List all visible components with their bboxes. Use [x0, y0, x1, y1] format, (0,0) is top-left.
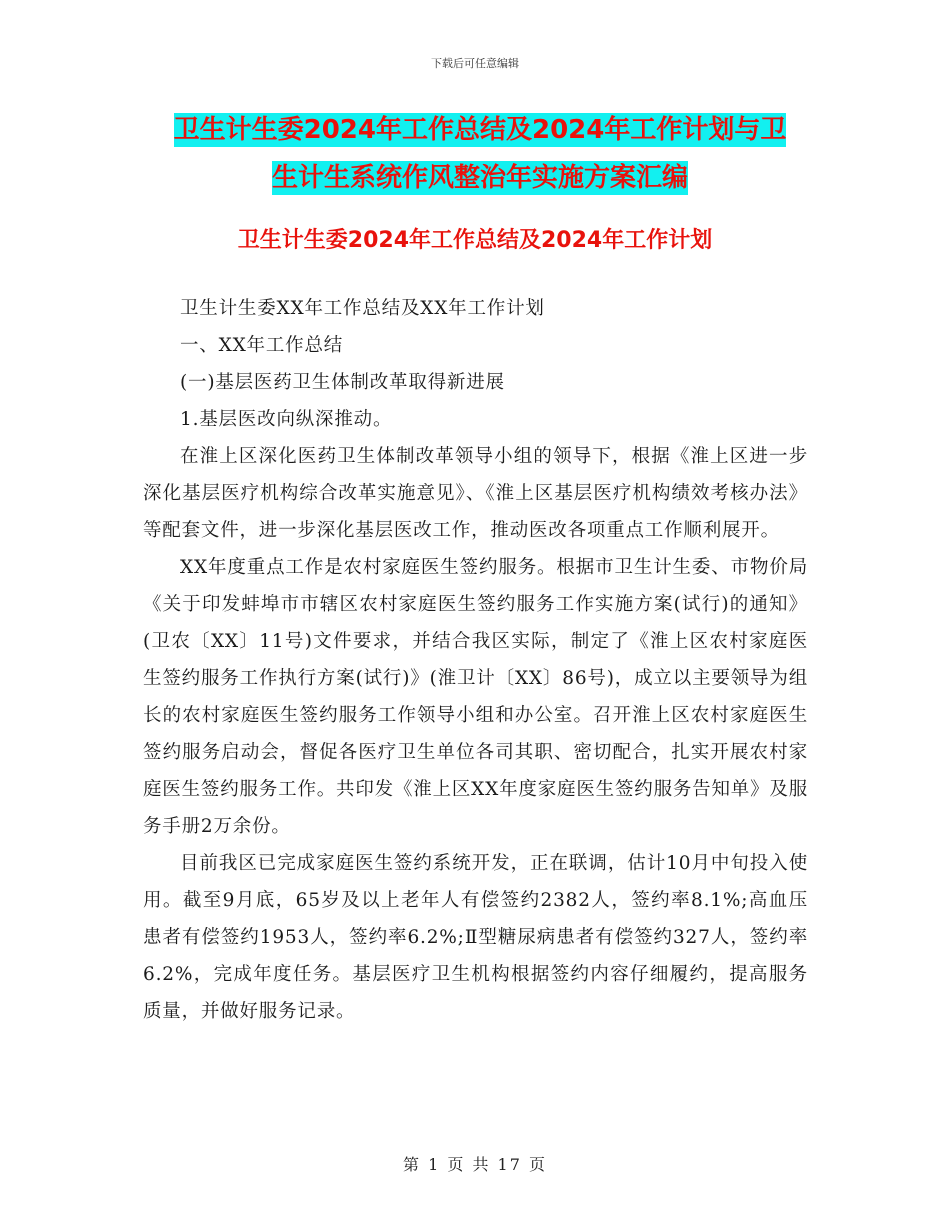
section-title: 卫生计生委2024年工作总结及2024年工作计划 — [237, 228, 713, 253]
paragraph: 目前我区已完成家庭医生签约系统开发，正在联调，估计10月中旬投入使用。截至9月底，65岁及以上老年人有偿签约2382人，签约率8.1%;高血压患者有偿签约1953人，签约率6.2%;Ⅱ型糖尿病患者有偿签约327人，签约率6.2%，完成年度任务。基层医疗卫生机构根据签约内容仔细履约，提高服务质量，并做好服务记录。 — [143, 853, 808, 1022]
main-title-line1: 卫生计生委2024年工作总结及2024年工作计划与卫 — [173, 115, 787, 145]
paragraph: 1.基层医改向纵深推动。 — [180, 409, 393, 430]
paragraph: 在淮上区深化医药卫生体制改革领导小组的领导下，根据《淮上区进一步深化基层医疗机构综合改革实施意见》、《淮上区基层医疗机构绩效考核办法》等配套文件，进一步深化基层医改工作，推动医改各项重点工作顺利展开。 — [143, 446, 808, 541]
main-title — [140, 106, 820, 202]
paragraph: 一、XX年工作总结 — [180, 335, 344, 356]
paragraph: 卫生计生委XX年工作总结及XX年工作计划 — [180, 298, 545, 319]
paragraph: (一)基层医药卫生体制改革取得新进展 — [180, 372, 505, 393]
paragraph: XX年度重点工作是农村家庭医生签约服务。根据市卫生计生委、市物价局《关于印发蚌埠市市辖区农村家庭医生签约服务工作实施方案(试行)的通知》(卫农〔XX〕11号)文件要求，并结合我区实际，制定了《淮上区农村家庭医生签约服务工作执行方案(试行)》(淮卫计〔XX〕86号)，成立以主要领导为组长的农村家庭医生签约服务工作领导小组和办公室。召开淮上区农村家庭医生签约服务启动会，督促各医疗卫生单位各司其职、密切配合，扎实开展农村家庭医生签约服务工作。共印发《淮上区XX年度家庭医生签约服务告知单》及服务手册2万余份。 — [143, 557, 808, 837]
page-number: 第 1 页 共 17 页 — [403, 1155, 547, 1174]
main-title-line2: 生计生系统作风整治年实施方案汇编 — [271, 163, 688, 193]
header-note: 下载后可任意编辑 — [431, 57, 519, 70]
document-body — [143, 290, 808, 1030]
